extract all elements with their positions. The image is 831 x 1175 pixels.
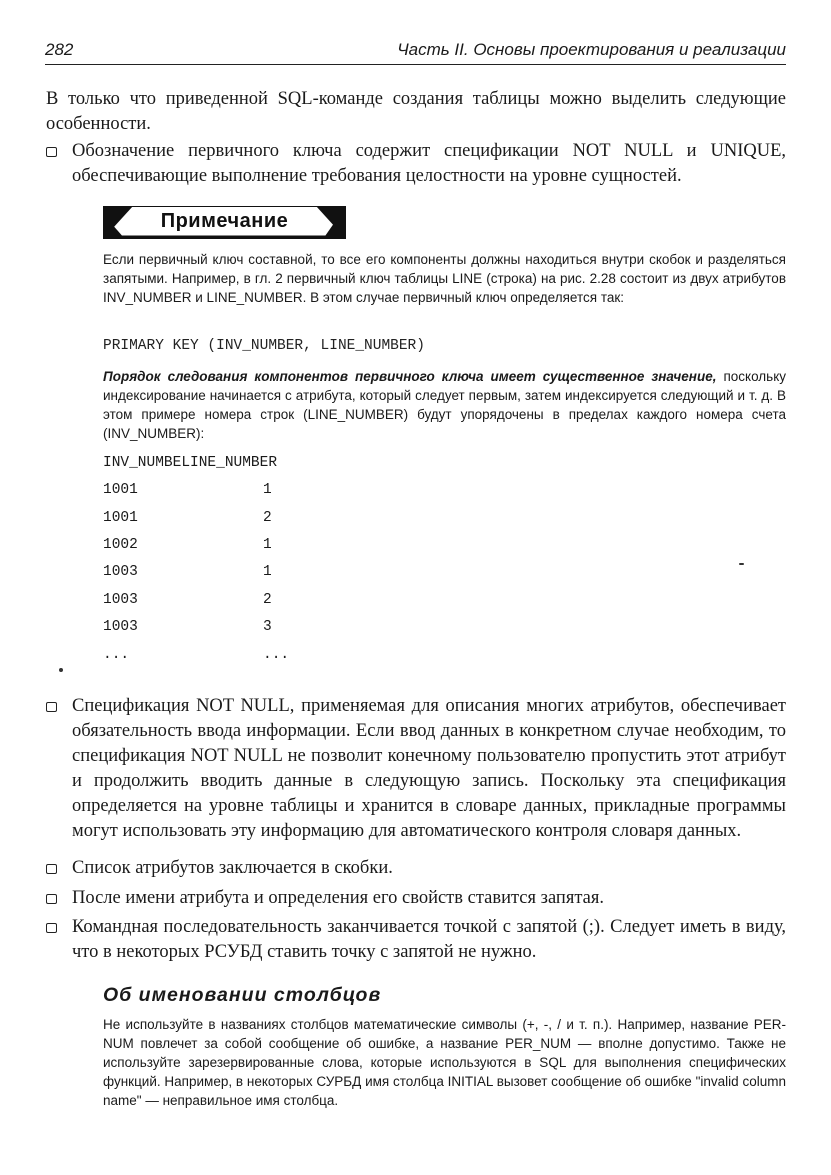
cell-line-number: 2 — [263, 592, 272, 608]
table-row — [103, 510, 403, 530]
scan-speck — [739, 563, 744, 565]
checkbox-bullet-icon — [46, 147, 57, 157]
bullet-text: Спецификация NOT NULL, применяемая для описания многих атрибутов, обеспечивает обязательность ввода информации. Если ввод данных в конкретном случае необходим, то спецификация NOT NULL не позволит конечному пользователю пропустить этот атрибут и продолжить вводить данные в следующую запись. Поскольку эта спецификация определяется на уровне таблицы и хранится в словаре данных, прикладные программы могут использовать эту информацию для автоматического контроля словаря данных. — [72, 696, 786, 841]
cell-line-number: 2 — [263, 510, 272, 526]
cell-inv-number: 1003 — [103, 564, 138, 580]
cell-line-number: 1 — [263, 482, 272, 498]
checkbox-bullet-icon — [46, 702, 57, 712]
cell-inv-number: 1003 — [103, 619, 138, 635]
header-rule — [45, 64, 786, 65]
cell-inv-number: ... — [103, 647, 130, 663]
table-row — [103, 647, 403, 667]
running-title: Часть II. Основы проектирования и реализации — [397, 40, 786, 59]
scan-speck — [59, 668, 63, 672]
bullet-text: Командная последовательность заканчивается точкой с запятой (;). Следует иметь в виду, что в некоторых РСУБД ставить точку с запятой не нужно. — [72, 917, 786, 962]
note-banner — [103, 206, 346, 239]
cell-inv-number: 1003 — [103, 592, 138, 608]
table-row — [103, 564, 403, 584]
cell-line-number: 1 — [263, 537, 272, 553]
cell-inv-number: 1001 — [103, 510, 138, 526]
note-label: Примечание — [160, 210, 289, 232]
bullet-item — [46, 886, 786, 911]
table-header — [103, 455, 403, 475]
cell-line-number: 1 — [263, 564, 272, 580]
note-paragraph: Если первичный ключ составной, то все его компоненты должны находиться внутри скобок и разделяться запятыми. Например, в гл. 2 первичный ключ таблицы LINE (строка) на рис. 2.28 состоит из двух атрибутов INV_NUMBER и LINE_NUMBER. В этом случае первичный ключ определяется так: — [103, 252, 786, 305]
page-number: 282 — [45, 40, 74, 59]
bullet-text: Список атрибутов заключается в скобки. — [72, 858, 393, 878]
bullet-text: После имени атрибута и определения его свойств ставится запятая. — [72, 888, 604, 908]
note-paragraph-order — [103, 367, 786, 443]
section-body: Не используйте в названиях столбцов математические символы (+, -, / и т. п.). Например, название PER-NUM повлечет за собой сообщение об ошибке, а название PER_NUM — вполне допустимо. Также не используйте зарезервированные слова, которые используются в SQL для выполнения специфических функций. Например, в некоторых СУРБД имя столбца INITIAL вызовет сообщение об ошибке "invalid column name" — неправильное имя столбца. — [103, 1017, 786, 1108]
table-header-text: INV_NUMBELINE_NUMBER — [103, 455, 278, 471]
note-paragraph-rest: поскольку индексирование начинается с атрибута, который следует первым, затем индексируется следующий и т. д. В этом примере номера строк (LINE_NUMBER) будут упорядочены в пределах каждого номера счета (INV_NUMBER): — [103, 369, 787, 441]
table-row — [103, 592, 403, 612]
bullet-item — [46, 139, 786, 189]
table-row — [103, 482, 403, 502]
table-row — [103, 619, 403, 639]
intro-paragraph: В только что приведенной SQL-команде создания таблицы можно выделить следующие особенности. — [46, 89, 786, 134]
running-header — [45, 40, 786, 66]
bullet-item — [46, 694, 786, 844]
bullet-item — [46, 915, 786, 965]
bullet-text: Обозначение первичного ключа содержит спецификации NOT NULL и UNIQUE, обеспечивающие выполнение требования целостности на уровне сущностей. — [72, 141, 786, 186]
bullet-item — [46, 856, 786, 881]
cell-inv-number: 1002 — [103, 537, 138, 553]
note-emphasis: Порядок следования компонентов первичного ключа имеет существенное значение, — [103, 369, 717, 384]
section-heading: Об именовании столбцов — [103, 984, 382, 1006]
cell-line-number: 3 — [263, 619, 272, 635]
cell-line-number: ... — [263, 647, 290, 663]
checkbox-bullet-icon — [46, 923, 57, 933]
checkbox-bullet-icon — [46, 894, 57, 904]
table-row — [103, 537, 403, 557]
cell-inv-number: 1001 — [103, 482, 138, 498]
checkbox-bullet-icon — [46, 864, 57, 874]
code-primary-key: PRIMARY KEY (INV_NUMBER, LINE_NUMBER) — [103, 338, 425, 354]
